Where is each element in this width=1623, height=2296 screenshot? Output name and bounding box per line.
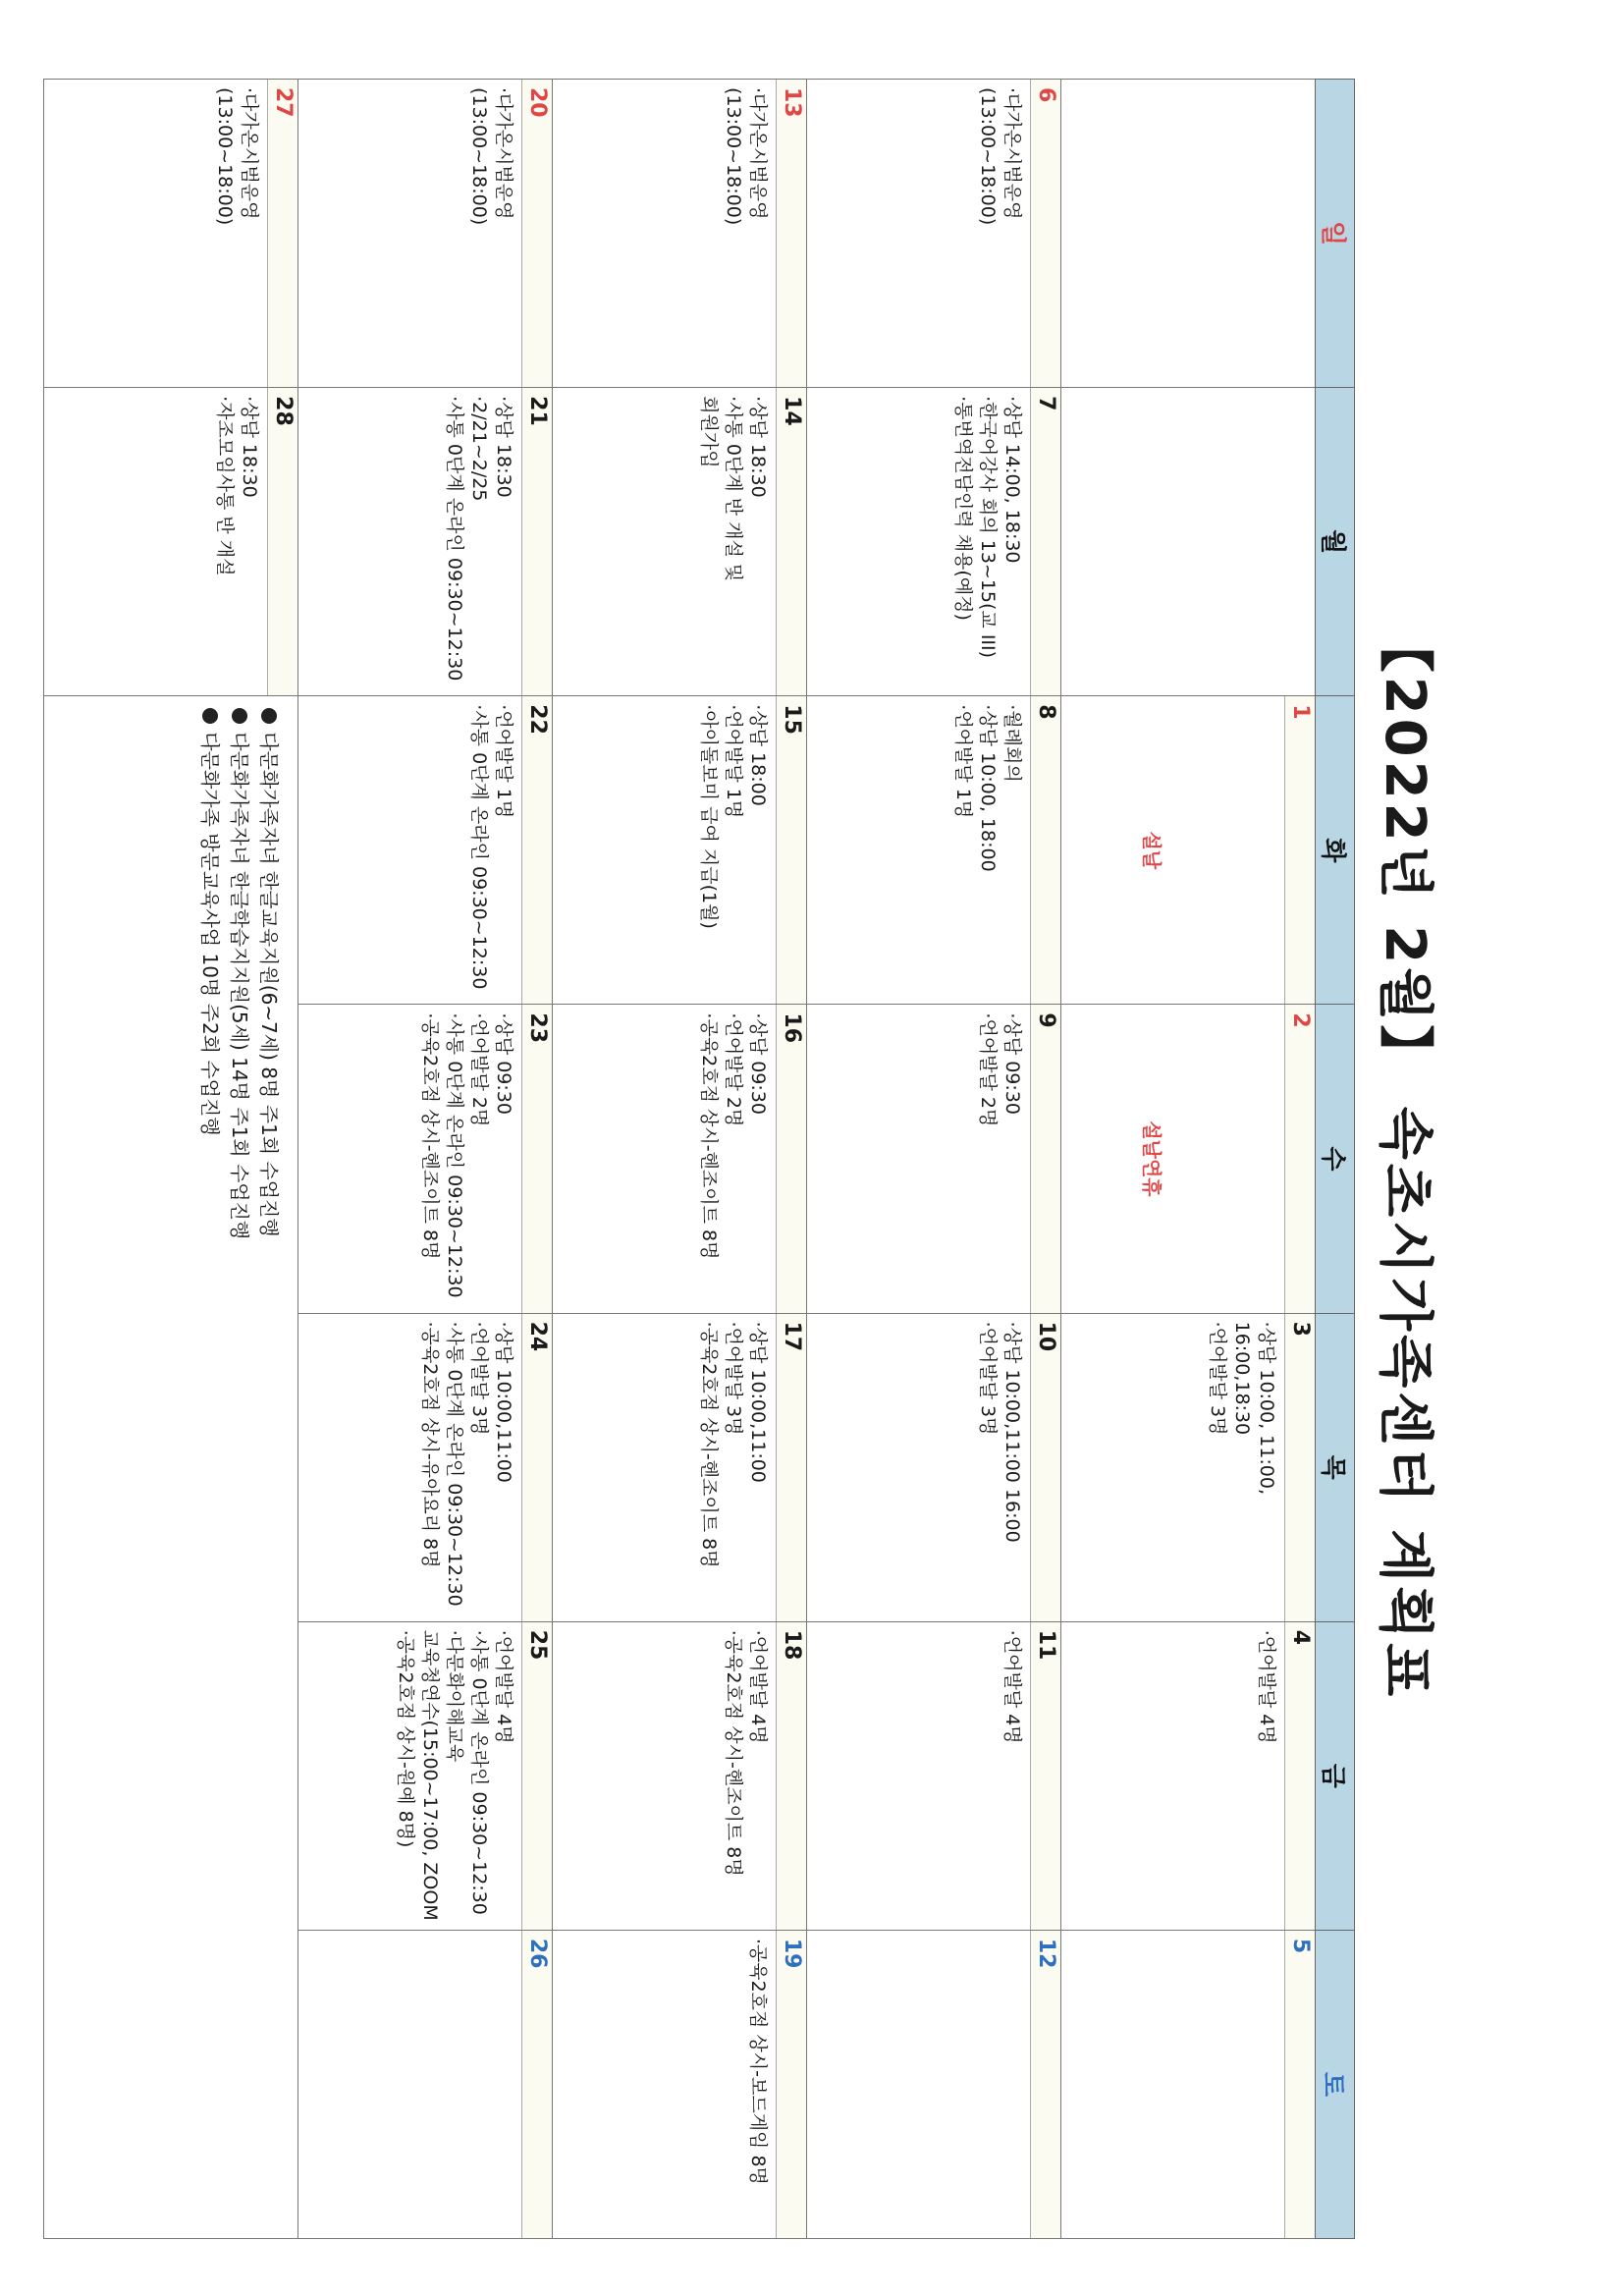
event-item: ·상담 10:00,11:00 16:00 bbox=[1001, 1321, 1023, 1543]
day-cell bbox=[807, 1005, 1061, 1313]
week-row-2 bbox=[807, 80, 1061, 2239]
day-cell bbox=[1061, 696, 1316, 1005]
day-cell bbox=[298, 696, 553, 1005]
event-list bbox=[212, 388, 261, 695]
event-item: ·사통 0단계 온라인 09:30~12:30 bbox=[444, 1012, 465, 1298]
day-number: 27 bbox=[267, 80, 298, 387]
event-item: ·자조모임사통 반 개설 bbox=[214, 396, 236, 576]
weekday-thu: 목 bbox=[1316, 1313, 1355, 1621]
day-cell bbox=[807, 80, 1061, 388]
day-cell bbox=[298, 388, 553, 696]
event-item: ·월례회의 bbox=[1001, 704, 1023, 783]
day-number: 18 bbox=[776, 1622, 806, 1930]
weekday-sat: 토 bbox=[1316, 1930, 1355, 2238]
event-item: ·언어발달 3명 bbox=[723, 1321, 744, 1436]
event-item: ·공육2호점 상시-보드게임 8명 bbox=[747, 1938, 769, 2185]
day-cell bbox=[1061, 1930, 1316, 2238]
event-list bbox=[696, 1314, 770, 1621]
event-list bbox=[696, 696, 770, 1004]
day-cell bbox=[553, 80, 807, 388]
event-item: ·언어발달 3명 bbox=[468, 1321, 490, 1436]
event-item: ·공육2호점 상시-헨조이트 8명 bbox=[698, 1321, 720, 1568]
day-number: 7 bbox=[1030, 388, 1060, 695]
event-item: ·다가온시범운영 (13:00~18:00) bbox=[977, 87, 1023, 226]
day-number: 8 bbox=[1030, 696, 1060, 1004]
event-list bbox=[1000, 1622, 1024, 1930]
event-item: ·상담 10:00, 18:00 bbox=[977, 704, 999, 872]
event-item: ·사통 0단계 온라인 09:30~12:30 bbox=[468, 704, 490, 990]
event-item: ·상담 10:00,11:00 bbox=[747, 1321, 769, 1483]
day-cell bbox=[553, 1621, 807, 1930]
event-item: ·공육2호점 상시-원예 8명) bbox=[395, 1629, 416, 1848]
event-item: ·통번역전담인력 채용(예정) bbox=[952, 396, 974, 621]
event-item: ·언어발달 1명 bbox=[723, 704, 744, 819]
event-item: ·한국어강사 회의 13~15(교 III) bbox=[977, 396, 999, 659]
event-list bbox=[1205, 1314, 1278, 1621]
week-row-1 bbox=[1061, 80, 1316, 2239]
event-item: ·언어발달 1명 bbox=[493, 704, 514, 819]
event-item: ·다가온시범운영 (13:00~18:00) bbox=[723, 87, 769, 226]
event-list bbox=[1254, 1622, 1278, 1930]
note-item: 다문화가족자녀 한글학습지지원(5세) 14명 주1회 수업진행 bbox=[225, 708, 254, 2226]
day-cell bbox=[298, 1621, 553, 1930]
day-number: 4 bbox=[1284, 1622, 1315, 1930]
week-row-3 bbox=[553, 80, 807, 2239]
day-number: 23 bbox=[521, 1005, 552, 1312]
event-list bbox=[975, 1314, 1024, 1621]
event-item: ·2/21~2/25 bbox=[468, 396, 490, 502]
weekday-header-row bbox=[1316, 80, 1355, 2239]
day-number: 11 bbox=[1030, 1622, 1060, 1930]
day-number: 3 bbox=[1284, 1314, 1315, 1621]
day-number: 12 bbox=[1030, 1931, 1060, 2238]
day-number: 20 bbox=[521, 80, 552, 387]
day-cell bbox=[298, 1005, 553, 1313]
day-cell bbox=[44, 80, 298, 388]
day-number: 2 bbox=[1284, 1005, 1315, 1312]
event-item: ·다가온시범운영 (13:00~18:00) bbox=[468, 87, 514, 226]
event-item: ·공육2호점 상시-헨조이트 8명 bbox=[723, 1629, 744, 1877]
day-cell bbox=[1061, 1621, 1316, 1930]
day-number: 16 bbox=[776, 1005, 806, 1312]
weekday-sun: 일 bbox=[1316, 80, 1355, 388]
event-item: ·공육2호점 상시-유아요리 8명 bbox=[419, 1321, 441, 1568]
event-item: ·상담 14:00, 18:30 bbox=[1001, 396, 1023, 564]
event-item: ·아이돌보미 급여 지급(1월) bbox=[698, 704, 720, 929]
event-list bbox=[975, 1005, 1024, 1312]
event-item: ·공육2호점 상시-헨조이트 8명 bbox=[419, 1012, 441, 1260]
event-list bbox=[466, 696, 515, 1004]
event-item: ·사통 0단계 반 개설 및 회원가입 bbox=[698, 396, 744, 582]
day-number: 13 bbox=[776, 80, 806, 387]
event-list bbox=[466, 80, 515, 387]
event-item: ·언어발달 2명 bbox=[977, 1012, 999, 1127]
event-item: ·언어발달 2명 bbox=[723, 1012, 744, 1127]
event-list bbox=[417, 1005, 515, 1312]
day-cell bbox=[553, 696, 807, 1005]
day-cell bbox=[553, 1313, 807, 1621]
event-item: ·상담 09:30 bbox=[747, 1012, 769, 1115]
notes-list bbox=[182, 696, 298, 2238]
weekday-tue: 화 bbox=[1316, 696, 1355, 1005]
day-number: 10 bbox=[1030, 1314, 1060, 1621]
day-cell bbox=[553, 1930, 807, 2238]
day-number: 26 bbox=[521, 1931, 552, 2238]
event-item: ·상담 10:00, 11:00, 16:00,18:30 bbox=[1231, 1321, 1277, 1495]
day-cell bbox=[553, 388, 807, 696]
event-list bbox=[950, 388, 1024, 695]
day-number: 9 bbox=[1030, 1005, 1060, 1312]
event-item: 교육청연수(15:00~17:00, ZOOM bbox=[419, 1629, 441, 1921]
day-number: 15 bbox=[776, 696, 806, 1004]
event-item: ·사통 0단계 온라인 09:30~12:30 bbox=[468, 1629, 490, 1915]
day-cell bbox=[298, 1313, 553, 1621]
event-list bbox=[212, 80, 261, 387]
event-list bbox=[442, 388, 515, 695]
event-item: ·언어발달 4명 bbox=[493, 1629, 514, 1744]
empty-cell bbox=[1061, 388, 1316, 696]
note-item: 다문화가족자녀 한글교육지원(6~7세) 8명 주1회 수업진행 bbox=[254, 708, 284, 2226]
event-list bbox=[975, 80, 1024, 387]
day-cell bbox=[807, 1621, 1061, 1930]
day-cell bbox=[1061, 1005, 1316, 1313]
day-number: 19 bbox=[776, 1931, 806, 2238]
event-item: ·언어발달 4명 bbox=[1256, 1629, 1277, 1744]
event-item: ·언어발달 1명 bbox=[952, 704, 974, 819]
day-cell bbox=[1061, 1313, 1316, 1621]
event-list bbox=[745, 1931, 770, 2238]
day-cell bbox=[807, 1313, 1061, 1621]
event-list bbox=[393, 1622, 515, 1930]
event-item: ·공육2호점 상시-헨조이트 8명 bbox=[698, 1012, 720, 1260]
day-cell bbox=[807, 388, 1061, 696]
event-list bbox=[417, 1314, 515, 1621]
event-list bbox=[696, 388, 770, 695]
event-item: ·다가온시범운영 (13:00~18:00) bbox=[214, 87, 260, 226]
day-number: 25 bbox=[521, 1622, 552, 1930]
day-cell bbox=[807, 696, 1061, 1005]
event-item: ·언어발달 3명 bbox=[1207, 1321, 1228, 1436]
day-number: 17 bbox=[776, 1314, 806, 1621]
day-cell bbox=[807, 1930, 1061, 2238]
event-item: ·상담 09:30 bbox=[493, 1012, 514, 1115]
weekday-fri: 금 bbox=[1316, 1621, 1355, 1930]
weekday-wed: 수 bbox=[1316, 1005, 1355, 1313]
event-item: ·상담 10:00,11:00 bbox=[493, 1321, 514, 1483]
calendar-grid bbox=[43, 79, 1355, 2239]
empty-cell bbox=[1061, 80, 1316, 388]
page-title: 【2022년 2월】 속초시가족센터 계획표 bbox=[1373, 617, 1436, 1701]
event-list bbox=[721, 80, 770, 387]
event-item: ·상담 18:30 bbox=[493, 396, 514, 498]
event-item: ·사통 0단계 온라인 09:30~12:30 bbox=[444, 1321, 465, 1607]
event-item: ·언어발달 3명 bbox=[977, 1321, 999, 1436]
note-item: 다문화가족 방문교육사업 10명 주2회 수업진행 bbox=[195, 708, 225, 2226]
day-number: 1 bbox=[1284, 696, 1315, 1004]
event-list bbox=[721, 1622, 770, 1930]
week-row-5 bbox=[44, 80, 298, 2239]
holiday-label: 설날 bbox=[1140, 831, 1163, 870]
event-item: ·언어발달 4명 bbox=[747, 1629, 769, 1744]
week-row-4 bbox=[298, 80, 553, 2239]
day-number: 5 bbox=[1284, 1931, 1315, 2238]
day-number: 21 bbox=[521, 388, 552, 695]
event-item: ·상담 09:30 bbox=[1001, 1012, 1023, 1115]
notes-cell bbox=[44, 696, 298, 2239]
event-item: ·다문화이해교육 bbox=[444, 1629, 465, 1763]
day-cell bbox=[298, 80, 553, 388]
day-cell bbox=[298, 1930, 553, 2238]
day-number: 14 bbox=[776, 388, 806, 695]
holiday-label: 설날연휴 bbox=[1140, 1121, 1163, 1197]
event-item: ·언어발달 4명 bbox=[1001, 1629, 1023, 1744]
day-number: 24 bbox=[521, 1314, 552, 1621]
day-number: 6 bbox=[1030, 80, 1060, 387]
bullet-icon bbox=[232, 708, 247, 724]
bullet-icon bbox=[261, 708, 277, 724]
event-item: ·언어발달 2명 bbox=[468, 1012, 490, 1127]
weekday-mon: 월 bbox=[1316, 388, 1355, 696]
event-item: ·사통 0단계 온라인 09:30~12:30 bbox=[444, 396, 465, 682]
day-number: 22 bbox=[521, 696, 552, 1004]
day-cell bbox=[44, 388, 298, 696]
event-item: ·상담 18:30 bbox=[239, 396, 260, 498]
day-number: 28 bbox=[267, 388, 298, 695]
event-item: ·상담 18:00 bbox=[747, 704, 769, 806]
event-list bbox=[950, 696, 1024, 1004]
calendar-sheet bbox=[157, 79, 1453, 2239]
bullet-icon bbox=[202, 708, 218, 724]
day-cell bbox=[553, 1005, 807, 1313]
event-list bbox=[696, 1005, 770, 1312]
event-item: ·상담 18:30 bbox=[747, 396, 769, 498]
